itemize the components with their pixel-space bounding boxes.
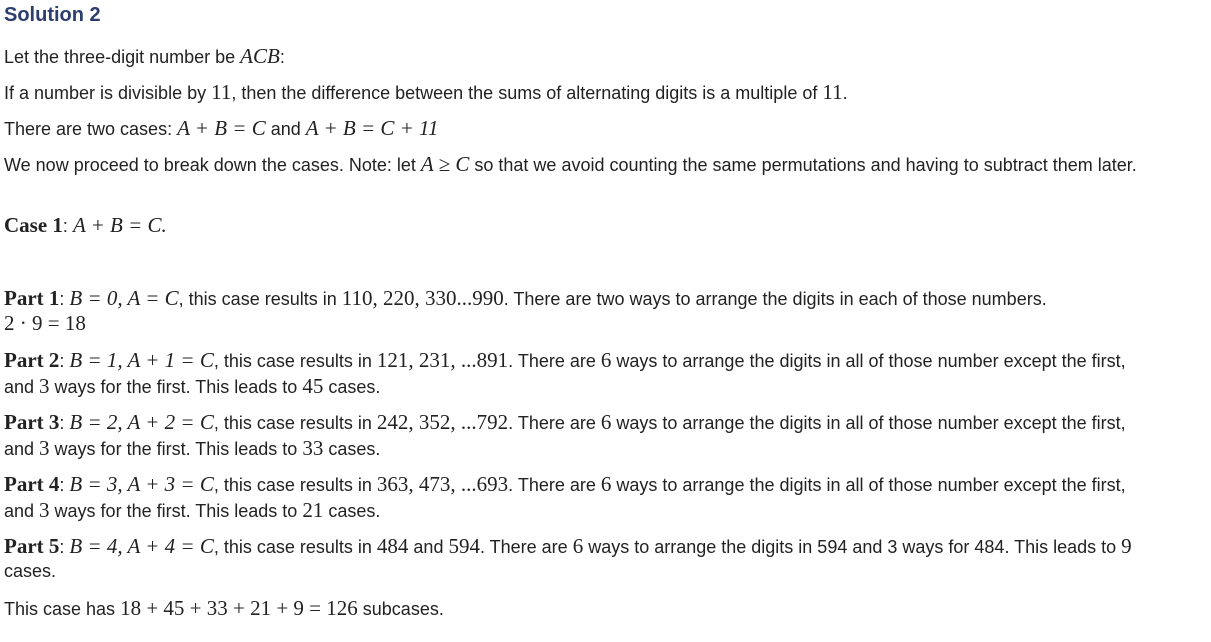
case-1-heading [4,213,167,238]
text-fragment: and [408,537,449,557]
text-fragment: , this case results in [213,537,377,557]
part-4-line [4,472,1126,497]
text-fragment: 21 [302,498,324,522]
text-fragment: so that we avoid counting the same permutations and having to subtract them later. [469,155,1137,175]
text-fragment: This case has [4,599,121,619]
intro-line: Let the three-digit number be ACB: [4,44,285,68]
text-fragment: cases. [4,561,57,581]
text-fragment: 484 [376,534,409,558]
part-1-line [4,286,1047,311]
text-fragment: . There are [479,537,573,557]
part-4-line-2 [4,498,380,523]
text-fragment: B = 3, A + 3 = C [69,472,214,496]
text-fragment: . There are two ways to arrange the digits in each of those numbers. [503,289,1047,309]
part-3-line [4,410,1126,435]
text-fragment: and [4,501,40,521]
text-fragment: cases. [323,501,381,521]
text-fragment: A ≥ C [420,152,470,176]
text-fragment: subcases. [357,599,444,619]
text-fragment: , this case results in [178,289,342,309]
text-fragment: 11 [822,80,843,104]
text-fragment: 9 [1121,534,1132,558]
text-fragment: : [59,537,70,557]
math-case-a: A + B = C [177,116,266,140]
text-fragment: : [59,351,70,371]
text-fragment: 6 [600,410,612,434]
part-5-line [4,534,1132,559]
text-fragment: Part 5 [4,534,60,558]
math-acb: ACB [240,44,280,68]
text-fragment: B = 2, A + 2 = C [69,410,214,434]
text-fragment: B = 1, A + 1 = C [69,348,214,372]
solution-heading: Solution 2 [4,4,101,26]
note-line [4,152,1137,177]
text-fragment: : [62,216,73,236]
text-fragment: ways to arrange the digits in all of those number except the first, [611,413,1126,433]
text-fragment: 11 [211,80,232,104]
text-fragment: and [4,439,40,459]
text-fragment: 33 [302,436,324,460]
text-fragment: 242, 352, ...792 [376,410,509,434]
text-fragment: If a number is divisible by [4,83,212,103]
text-fragment: ways to arrange the digits in all of those number except the first, [611,475,1126,495]
summary-equation: 18 + 45 + 33 + 21 + 9 = 126 [120,596,358,620]
summary-line [4,596,444,621]
text-fragment: and [4,377,40,397]
text-fragment: ways for the first. This leads to [49,501,303,521]
text-fragment: cases. [323,439,381,459]
text-fragment: , this case results in [213,351,377,371]
cases-line [4,116,439,141]
text-fragment: . There are [508,475,601,495]
text-fragment: 594 [448,534,480,558]
math-case-b: A + B = C + 11 [305,116,439,140]
text-fragment: : [59,475,70,495]
text-fragment: B = 4, A + 4 = C [69,534,214,558]
text-fragment: ways to arrange the digits in 594 and 3 ways for 484. This leads to [583,537,1122,557]
text-fragment: We now proceed to break down the cases. Note: let [4,155,421,175]
text-fragment: 2 · 9 = 18 [4,311,86,335]
text-fragment: Part 3 [4,410,60,434]
text-fragment: Part 2 [4,348,60,372]
text-fragment: , this case results in [213,475,377,495]
text-fragment: 45 [302,374,324,398]
text-fragment: A + B = C. [72,213,167,237]
text-fragment: 110, 220, 330...990 [341,286,504,310]
text-fragment: , this case results in [213,413,377,433]
text-fragment: ways to arrange the digits in all of those number except the first, [611,351,1126,371]
text-fragment: cases. [323,377,381,397]
part-2-line [4,348,1126,373]
text-fragment: 363, 473, ...693 [376,472,509,496]
text-fragment: B = 0, A = C [69,286,179,310]
text-fragment: There are two cases: [4,119,178,139]
text-fragment: 6 [572,534,584,558]
text-fragment: : [59,289,70,309]
text-fragment: . There are [508,413,601,433]
text-fragment: Part 4 [4,472,60,496]
divisibility-line [4,80,848,105]
text-fragment: Case 1 [4,213,63,237]
text-fragment: Part 1 [4,286,60,310]
part-5-line-2 [4,561,56,582]
part-3-line-2 [4,436,380,461]
text-fragment: 6 [600,348,612,372]
part-2-line-2 [4,374,380,399]
text-fragment: and [265,119,306,139]
text-fragment: 6 [600,472,612,496]
part-1-result [4,311,86,336]
text-fragment: 3 [39,374,50,398]
text-fragment: 121, 231, ...891 [376,348,509,372]
text-fragment: 3 [39,498,50,522]
text-fragment: . There are [508,351,601,371]
text-fragment: . [842,83,848,103]
text-fragment: , then the difference between the sums of alternating digits is a multiple of [231,83,823,103]
text-fragment: ways for the first. This leads to [49,439,303,459]
text-fragment: ways for the first. This leads to [49,377,303,397]
text-fragment: 3 [39,436,50,460]
text-fragment: : [59,413,70,433]
